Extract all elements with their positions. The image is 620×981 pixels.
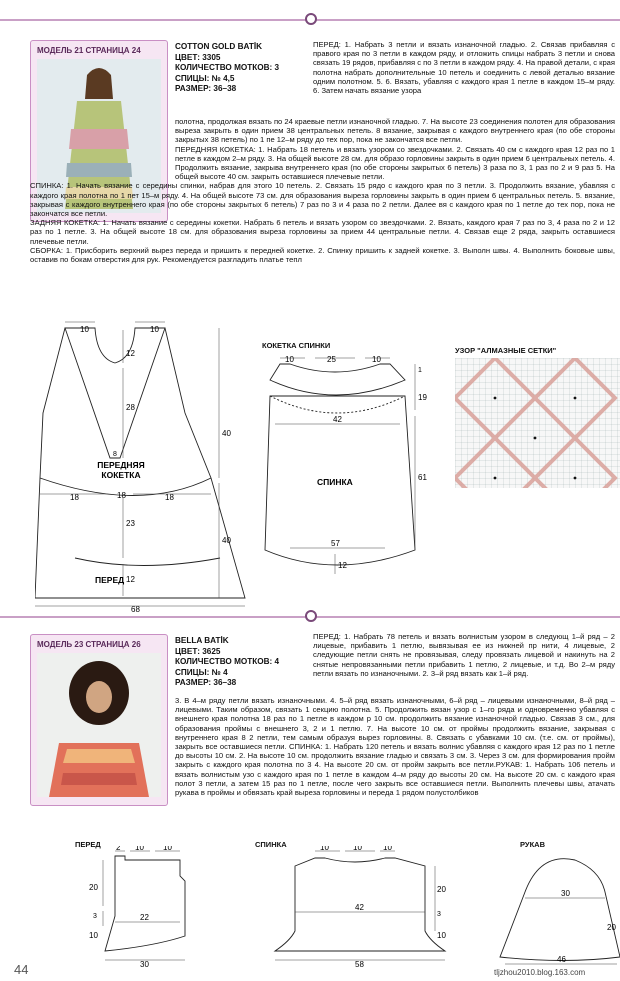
back-dim-t1: 10 [285,355,294,364]
model21-needles: СПИЦЫ: № 4,5 [175,73,235,83]
model21-para-back: СПИНКА: 1. Начать вязание с середины спинки, набрав для этого 10 петель. 2. Связать 15 рядо с каждого края по 3 петли. 3. Продолжить вязание, убавляя с каждого края полотна по 1 пет 15–м ряду. 4. На общей высоте 73 см. для образования выреза горловины закрыть в один прием 6 центральных петель. 5. вязание, закрывая с каждого внутреннего края (по обе стороны закрытых 6 петель) 7 раз по 3 и 4 раза по 2 петли. Далее вя с каждого края по 1 петле до тех пор, пока не закончатся все петли. [30,181,615,219]
back-yoke-title: КОКЕТКА СПИНКИ [262,341,331,350]
ornament-icon [305,13,317,25]
model23-needles: СПИЦЫ: № 4 [175,667,228,677]
m23b-w: 42 [355,903,364,912]
m23s-h: 20 [607,923,616,932]
m23f-h2: 3 [93,913,97,920]
model21-para-assembly: СБОРКА: 1. Присборить верхний вырез переда и пришить к передней кокетке. 2. Спинку пришить к задней кокетке. 3. Выполн швы. 4. Выполнить боковые швы, оставив по бокам отверстия для рук. Рекомендуется разгладить платье тепл [30,245,615,265]
m23-front-diagram [85,846,200,968]
dim-top-right: 10 [150,325,159,334]
m23-back-diagram [265,846,470,968]
model23-specs [175,636,279,689]
model23-skeins: КОЛИЧЕСТВО МОТКОВ: 4 [175,657,280,666]
model21-instructions-top: ПЕРЕД: 1. Набрать 3 петли и вязать изнаночной гладью. 2. Связав прибавляя с правого края по 3 петли в каждом ряду, и отложить спицы набрать 3 петли и снова связать 19 рядов, прибавляя с по 3 петли в каждом ряду. 4. На правой детали, с края полотна набрать дополнительные 10 петель и соединить с левой деталью вязание одним полотном. 5. 6. Вязать, убавляя с каждого края 1 петле в каждом 15–м ряду. 6. Затем начать вязание узора [313,40,616,96]
back-dim-yoke-w: 42 [333,415,342,424]
model23-instructions: 3. В 4–м ряду петли вязать изнаночными. 4. 5–й ряд вязать изнаночными, 6–й ряд – лицевыми изнаночными, 8–й ряд – лицевыми. Таким образом, связать 1 секцию полотна. 5. Продолжить вязан узор с 1–го ряда и одновременно убавляя с внешнего края полотна 18 раз по 1 петле в каждом р 10 см. продолжить вязание изнаночной гладью. Связав 3 см., для образования проймы с внешнего 3, 2 и 1 петлю. 7. На высоте 10 см. от проймы продолжить вязание, закрывая с внутреннего края 8 2 петли, тем самым образуя вырез горловины. 8. Связать с убавками 10 см. (т.е. см. от проймы), закрыть все оставшиеся петли. СПИНКА: 1. Набрать 120 петель и вязать волнис убавляя с каждого края 12 раз по 1 петле до высоты 10 см. 2. На высоте 10 см. продолжить вязание гладью и связать 3 см. 3. Через 3 см. для формирования пройм закрыть с каждого края полотна по 3 4. На высоте 20 см. от пройм закрыть все петли.РУКАВ: 1. Набрать 106 петель и вязать волнистым узо с каждого края по 1 петле в каждом 4–м ряду до высоты 20 см. На высоте 20 см. с каждого края полот 3 петли, а затем 15 раз по 1 петле, после чего закрыть все оставшиеся петли. Выполнить плечевы швы, атачать рукава в проймы и обвязать край выреза горловины и переда 1 рядом полустолбиков [175,696,615,798]
model23-yarn: BELLA BATİK [175,636,229,645]
m23-sleeve-title: РУКАВ [520,840,545,849]
dim-hem: 12 [126,575,135,584]
dim-front-total: 40 [222,536,231,545]
ornament-icon-2 [305,610,317,622]
model21-instructions [30,117,615,265]
m23b-c: 10 [383,846,392,852]
back-dim-bottom: 57 [331,539,340,548]
dim-mid-left: 18 [70,493,79,502]
model23-color: ЦВЕТ: 3625 [175,646,221,656]
m23f-c: 10 [163,846,172,852]
dim-mid-right: 18 [165,493,174,502]
m23s-bottom: 46 [557,955,566,964]
front-label: ПЕРЕД [95,575,125,585]
front-yoke-label-2: КОКЕТКА [101,470,141,480]
m23f-h3: 10 [89,931,98,940]
model21-yarn: COTTON GOLD BATİK [175,42,263,51]
m23b-h3: 10 [437,931,446,940]
m23b-h1: 20 [437,885,446,894]
back-dim-side1: 1 [418,367,422,374]
model23-instructions-top: ПЕРЕД: 1. Набрать 78 петель и вязать волнистым узором в следующ 1–й ряд – 2 лицевые, прибавить 1 петлю, вывязывая ее из нижней пр нити, 4 лицевые, 2 следующие петли снять не провязывая, следу провязать лицевой и накинуть на 2 снятые непровязанными петли прибавить 1 петлю, 2 лицевые, и т.д. Во 2–м ряду петли вязать по изнаночными. 2. 3–й ряд вязать как 1–й ряд. [313,632,615,678]
model21-color: ЦВЕТ: 3305 [175,52,221,62]
back-dim-height: 61 [418,473,427,482]
m23b-b: 10 [353,846,362,852]
top-divider [0,19,620,21]
m23-sleeve-diagram [495,852,620,968]
blog-watermark: tljzhou2010.blog.163.com [494,968,586,977]
model21-front-diagram [35,318,255,613]
m23b-bottom: 58 [355,960,364,968]
model21-back-diagram [255,350,440,580]
model23-photo [37,653,161,797]
dim-yoke-total: 40 [222,429,231,438]
m23b-h2: 3 [437,911,441,918]
dim-center-top: 18 [117,491,126,500]
model23-card [30,634,168,806]
middle-divider [0,616,620,618]
dim-yoke-width: 8 [113,451,117,458]
m23f-h1: 20 [89,883,98,892]
m23-back-title: СПИНКА [255,840,287,849]
back-label: СПИНКА [317,477,353,487]
dim-yoke-height: 28 [126,403,135,412]
dim-width: 68 [131,605,140,613]
model21-size: РАЗМЕР: 36–38 [175,84,237,93]
back-dim-t2: 25 [327,355,336,364]
pattern-title: УЗОР "АЛМАЗНЫЕ СЕТКИ" [455,346,557,355]
dim-front-height: 23 [126,519,135,528]
m23f-w: 22 [140,913,149,922]
m23f-b: 10 [135,846,144,852]
model21-para-back-yoke: ЗАДНЯЯ КОКЕТКА: 1. Начать вязание с середины кокетки. Набрать 6 петель и вязать узором со звездочками. 2. Вязать, каждого края 7 раз по 3, 4 раза по 2 и 12 раз по 1 петле. 3. На общей высоте 18 см. для образования выреза горловины за прием 44 центральные петли. 4. Связав еще 2 ряда, закрыть оставшиеся плечевые петли. [30,218,615,246]
back-dim-t3: 10 [372,355,381,364]
dim-top-left: 10 [80,325,89,334]
m23s-w: 30 [561,889,570,898]
model23-size: РАЗМЕР: 36–38 [175,678,237,687]
back-dim-side2: 19 [418,393,427,402]
dim-neck-depth: 12 [126,349,135,358]
m23f-a: 2 [116,846,121,852]
model21-skeins: КОЛИЧЕСТВО МОТКОВ: 3 [175,63,280,72]
m23f-bottom: 30 [140,960,149,968]
model21-para-front-yoke: ПЕРЕДНЯЯ КОКЕТКА: 1. Набрать 18 петель и вязать узором со звездочками. 2. Связать 40 см с каждого края 12 раз по 1 петле в каждом 2–м ряду. 3. На общей высоте 28 см. для образо горловины закрыть в один прием 6 центральных петель. 4. Продолжить вязание, закрыва внутреннего края (по обе стороны закрытых 6 петель) 3 раза по 3, 1 раз по 2 и 9 раз 5. На общей высоте 40 см. закрыть оставшиеся плечевые петли. [175,144,615,182]
m23b-a: 10 [320,846,329,852]
front-yoke-label-1: ПЕРЕДНЯЯ [97,460,145,470]
model23-card-title: МОДЕЛЬ 23 СТРАНИЦА 26 [37,640,141,649]
back-dim-hem: 12 [338,561,347,570]
pattern-chart [455,358,620,488]
model21-card-title: МОДЕЛЬ 21 СТРАНИЦА 24 [37,46,141,55]
m23-front-title: ПЕРЕД [75,840,101,849]
model21-para-1: полотна, продолжая вязать по 24 краевые петли изнаночной гладью. 7. На высоте 23 соединения полотен для образования выреза закрыть в один прием 38 центральных петель. 8 вязание, закрывая с каждого внутреннего края (по обе стороны закрытых 38 петель) по 1 пе 12–м ряду до тех пор, пока не закончатся все петли. [175,117,615,145]
model21-specs [175,42,279,95]
page-number: 44 [14,962,29,977]
